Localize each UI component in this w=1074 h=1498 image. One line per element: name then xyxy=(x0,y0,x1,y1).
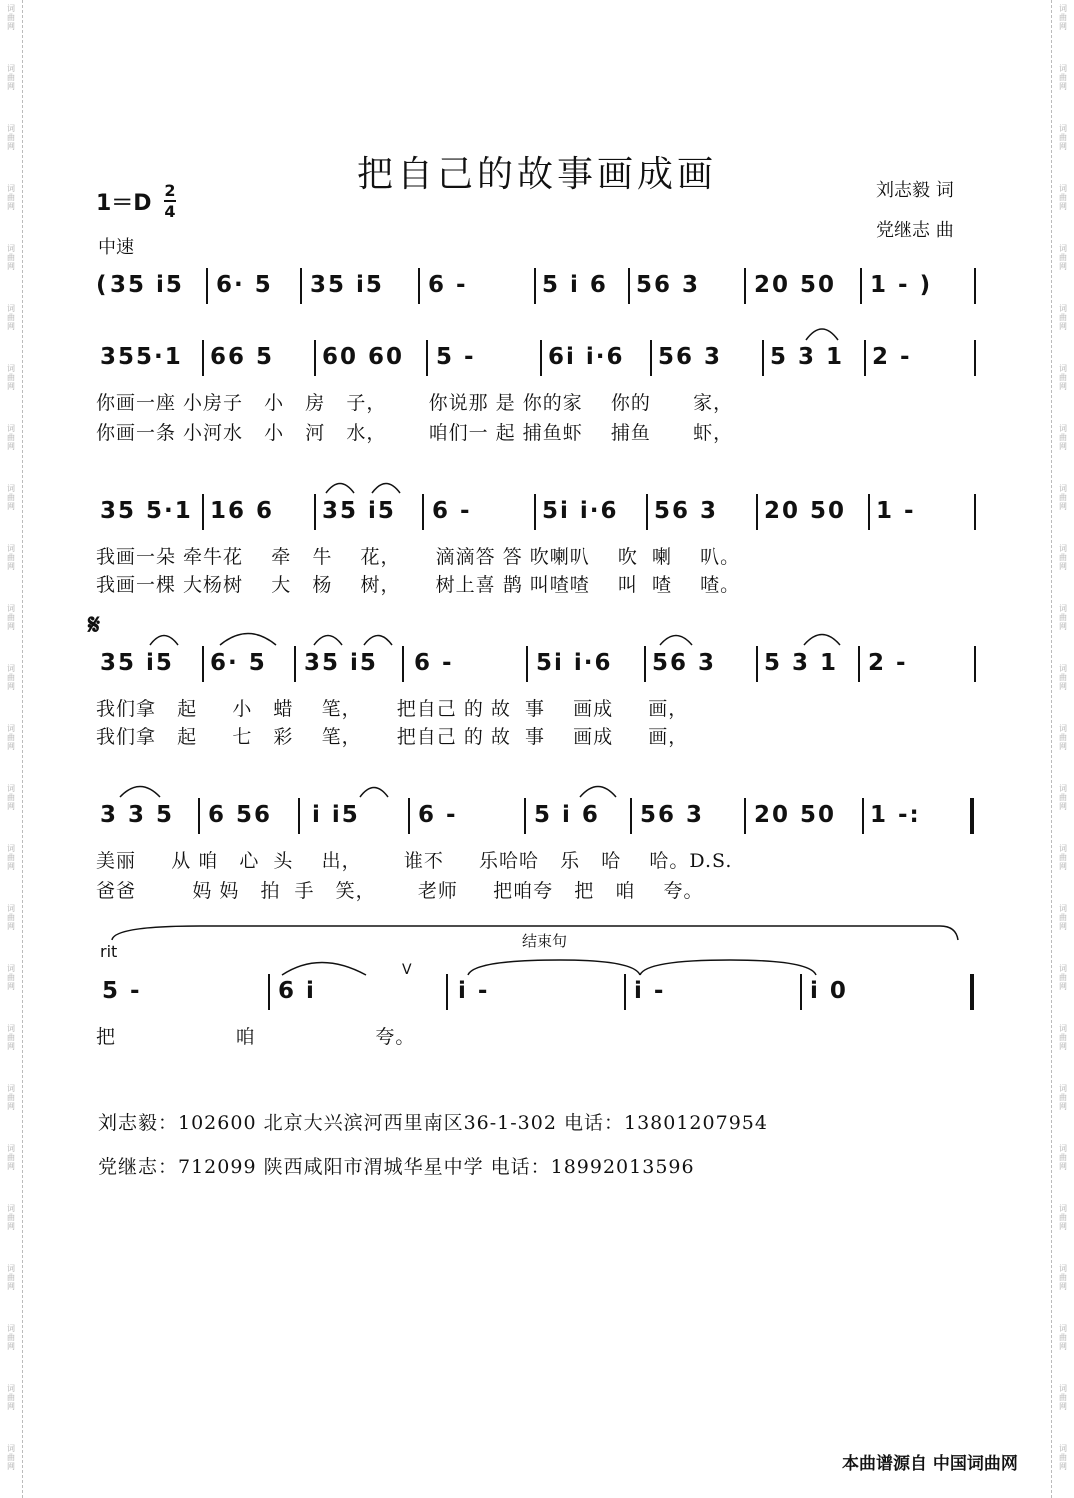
measure: 66 5 xyxy=(210,344,275,370)
watermark-stamp: 词 曲 网 xyxy=(1059,1264,1067,1291)
lyric-line: 我们拿 起 小 蜡 笔， 把自己 的 故 事 画成 画， xyxy=(96,698,689,720)
watermark-stamp: 词 曲 网 xyxy=(1059,964,1067,991)
lyricist-credit: 刘志毅 词 xyxy=(876,180,954,201)
watermark-stamp: 词 曲 网 xyxy=(7,1444,15,1471)
ritardando-marking: rit xyxy=(100,942,118,961)
watermark-stamp: 词 曲 网 xyxy=(7,304,15,331)
watermark-stamp: 词 曲 网 xyxy=(1059,364,1067,391)
watermark-stamp: 词 曲 网 xyxy=(1059,1324,1067,1351)
lyric-line: 美丽 从 咱 心 头 出， 谁不 乐哈哈 乐 哈 哈。D.S. xyxy=(96,850,733,872)
watermark-stamp: 词 曲 网 xyxy=(1059,904,1067,931)
watermark-stamp: 词 曲 网 xyxy=(7,1264,15,1291)
lyric-line: 我们拿 起 七 彩 笔， 把自己 的 故 事 画成 画， xyxy=(96,726,689,748)
measure: i - xyxy=(458,978,490,1004)
breath-mark: V xyxy=(402,962,412,978)
ending-label: 结束句 xyxy=(522,932,568,950)
watermark-stamp: 词 曲 网 xyxy=(1059,424,1067,451)
lyric-line: 我画一棵 大杨树 大 杨 树， 树上喜 鹊 叫喳喳 叫 喳 喳。 xyxy=(96,574,741,596)
measure: 5i i·6 xyxy=(542,498,619,524)
watermark-stamp: 词 曲 网 xyxy=(1059,784,1067,811)
key-signature: 1＝D xyxy=(96,191,152,216)
watermark-stamp: 词 曲 网 xyxy=(7,64,15,91)
measure: 35 i5 xyxy=(110,272,184,298)
measure: 20 50 xyxy=(764,498,847,524)
time-bottom: 4 xyxy=(164,202,176,221)
measure: 6i i·6 xyxy=(548,344,625,370)
measure: 56 3 xyxy=(636,272,701,298)
watermark-stamp: 词 曲 网 xyxy=(7,784,15,811)
watermark-stamp: 词 曲 网 xyxy=(1059,1444,1067,1471)
measure: 56 3 xyxy=(654,498,719,524)
watermark-stamp: 词 曲 网 xyxy=(1059,1084,1067,1111)
right-watermark-strip xyxy=(1051,0,1074,1498)
measure: 1 -: xyxy=(870,802,921,828)
watermark-stamp: 词 曲 网 xyxy=(1059,604,1067,631)
lyric-line: 爸爸 妈 妈 拍 手 笑， 老师 把咱夸 把 咱 夸。 xyxy=(96,880,704,902)
measure: 56 3 xyxy=(652,650,717,676)
staff-line-4 xyxy=(96,798,986,838)
watermark-stamp: 词 曲 网 xyxy=(7,844,15,871)
watermark-stamp: 词 曲 网 xyxy=(7,124,15,151)
measure: 56 3 xyxy=(640,802,705,828)
source-credit: 本曲谱源自 中国词曲网 xyxy=(842,1454,1018,1474)
watermark-stamp: 词 曲 网 xyxy=(1059,184,1067,211)
watermark-stamp: 词 曲 网 xyxy=(7,604,15,631)
measure: 2 - xyxy=(872,344,912,370)
measure: 2 - xyxy=(868,650,908,676)
watermark-stamp: 词 曲 网 xyxy=(7,1324,15,1351)
segno-sign: 𝄋 xyxy=(88,608,101,641)
measure: 6 - xyxy=(428,272,468,298)
measure: 5 3 1 xyxy=(764,650,839,676)
measure: 60 60 xyxy=(322,344,405,370)
watermark-stamp: 词 曲 网 xyxy=(1059,304,1067,331)
watermark-stamp: 词 曲 网 xyxy=(7,184,15,211)
measure: 35 5·1 xyxy=(100,498,193,524)
measure: 35 i5 xyxy=(304,650,378,676)
watermark-stamp: 词 曲 网 xyxy=(7,4,15,31)
watermark-stamp: 词 曲 网 xyxy=(1059,484,1067,511)
lyric-line: 把 咱 夸。 xyxy=(96,1026,416,1048)
measure: 35 i5 xyxy=(310,272,384,298)
measure: 20 50 xyxy=(754,802,837,828)
watermark-stamp: 词 曲 网 xyxy=(7,1144,15,1171)
measure: 5 3 1 xyxy=(770,344,845,370)
left-watermark-strip xyxy=(0,0,23,1498)
watermark-stamp: 词 曲 网 xyxy=(7,364,15,391)
watermark-stamp: 词 曲 网 xyxy=(7,1084,15,1111)
watermark-stamp: 词 曲 网 xyxy=(1059,64,1067,91)
measure: 6 - xyxy=(414,650,454,676)
measure: i - xyxy=(634,978,666,1004)
measure: 5 i 6 xyxy=(542,272,608,298)
measure: ( xyxy=(96,272,109,298)
measure: i i5 xyxy=(312,802,360,828)
composer-contact: 党继志：712099 陕西咸阳市渭城华星中学 电话：18992013596 xyxy=(98,1156,695,1178)
song-title: 把自己的故事画成画 xyxy=(356,154,717,195)
watermark-stamp: 词 曲 网 xyxy=(7,1204,15,1231)
measure: 16 6 xyxy=(210,498,275,524)
measure: 5 - xyxy=(102,978,142,1004)
watermark-stamp: 词 曲 网 xyxy=(1059,844,1067,871)
measure: 6 i xyxy=(278,978,316,1004)
measure: 1 - xyxy=(876,498,916,524)
watermark-stamp: 词 曲 网 xyxy=(1059,724,1067,751)
watermark-stamp: 词 曲 网 xyxy=(7,724,15,751)
watermark-stamp: 词 曲 网 xyxy=(7,664,15,691)
staff-line-3 xyxy=(96,646,986,686)
composer-credit: 党继志 曲 xyxy=(876,220,954,241)
measure: 6· 5 xyxy=(210,650,267,676)
watermark-stamp: 词 曲 网 xyxy=(1059,1204,1067,1231)
measure: 5 - xyxy=(436,344,476,370)
lyric-line: 你画一座 小房子 小 房 子， 你说那 是 你的家 你的 家， xyxy=(96,392,734,414)
measure: 6 - xyxy=(418,802,458,828)
staff-line-2 xyxy=(96,494,986,534)
measure: 56 3 xyxy=(658,344,723,370)
measure: 35 i5 xyxy=(100,650,174,676)
staff-line-1 xyxy=(96,340,986,380)
watermark-stamp: 词 曲 网 xyxy=(7,244,15,271)
measure: 355·1 xyxy=(100,344,183,370)
watermark-stamp: 词 曲 网 xyxy=(1059,664,1067,691)
watermark-stamp: 词 曲 网 xyxy=(7,964,15,991)
watermark-stamp: 词 曲 网 xyxy=(1059,244,1067,271)
watermark-stamp: 词 曲 网 xyxy=(7,1384,15,1411)
time-top: 2 xyxy=(164,181,176,200)
measure: 6· 5 xyxy=(216,272,273,298)
watermark-stamp: 词 曲 网 xyxy=(1059,4,1067,31)
watermark-stamp: 词 曲 网 xyxy=(1059,124,1067,151)
watermark-stamp: 词 曲 网 xyxy=(1059,1144,1067,1171)
watermark-stamp: 词 曲 网 xyxy=(7,484,15,511)
lyric-line: 你画一条 小河水 小 河 水， 咱们一 起 捕鱼虾 捕鱼 虾， xyxy=(96,422,734,444)
measure: 5i i·6 xyxy=(536,650,613,676)
time-signature xyxy=(164,182,176,220)
staff-line-5 xyxy=(96,974,986,1014)
measure: 3 3 5 xyxy=(100,802,175,828)
measure: 6 - xyxy=(432,498,472,524)
measure: 5 i 6 xyxy=(534,802,600,828)
watermark-stamp: 词 曲 网 xyxy=(1059,544,1067,571)
measure: i 0 xyxy=(810,978,848,1004)
watermark-stamp: 词 曲 网 xyxy=(7,424,15,451)
tempo-marking: 中速 xyxy=(98,237,134,258)
watermark-stamp: 词 曲 网 xyxy=(1059,1384,1067,1411)
watermark-stamp: 词 曲 网 xyxy=(7,1024,15,1051)
lyricist-contact: 刘志毅：102600 北京大兴滨河西里南区36-1-302 电话：13801207954 xyxy=(98,1112,768,1134)
lyric-line: 我画一朵 牵牛花 牵 牛 花， 滴滴答 答 吹喇叭 吹 喇 叭。 xyxy=(96,546,741,568)
watermark-stamp: 词 曲 网 xyxy=(7,544,15,571)
measure: 35 i5 xyxy=(322,498,396,524)
measure: 1 - ) xyxy=(870,272,933,298)
measure: 6 56 xyxy=(208,802,273,828)
staff-intro xyxy=(96,268,986,308)
measure: 20 50 xyxy=(754,272,837,298)
watermark-stamp: 词 曲 网 xyxy=(7,904,15,931)
watermark-stamp: 词 曲 网 xyxy=(1059,1024,1067,1051)
